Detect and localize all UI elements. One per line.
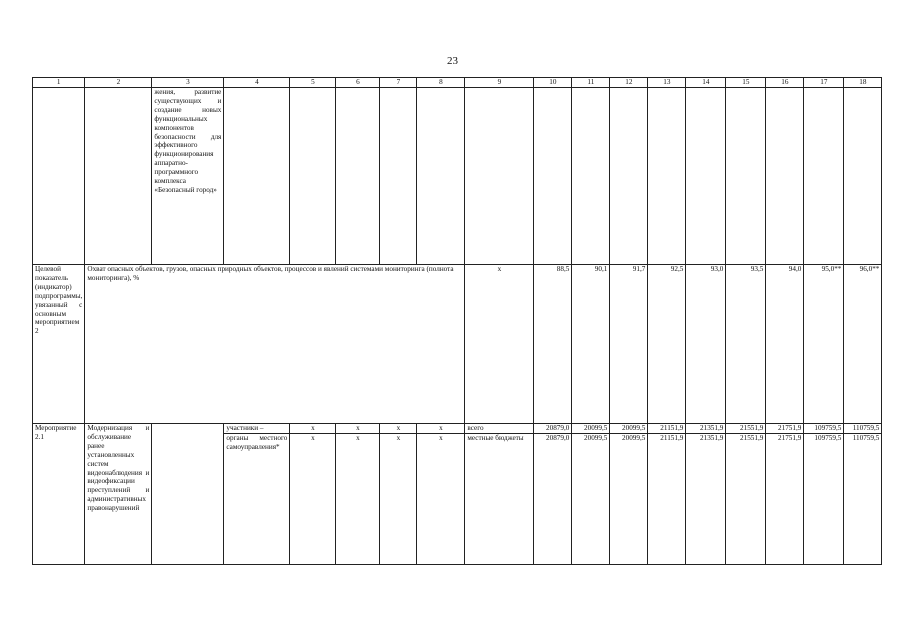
program-table bbox=[32, 77, 882, 565]
indicator-source: х bbox=[465, 265, 534, 424]
column-number: 2 bbox=[85, 78, 152, 88]
measure-name: Мероприятие 2.1 bbox=[33, 424, 85, 565]
funding-source: местные бюджеты bbox=[465, 433, 534, 564]
indicator-name: Целевой показатель (индикатор) подпрограммы, увязанный с основным мероприятием 2 bbox=[33, 265, 85, 424]
funding-value: 21351,9 bbox=[686, 424, 726, 434]
x-cell: х bbox=[380, 433, 417, 564]
column-number: 3 bbox=[152, 78, 224, 88]
column-number: 11 bbox=[572, 78, 610, 88]
funding-value: 20879,0 bbox=[534, 433, 572, 564]
target-indicator-row bbox=[33, 265, 882, 424]
x-cell: х bbox=[336, 424, 380, 434]
column-number-row bbox=[33, 78, 882, 88]
x-cell: х bbox=[336, 433, 380, 564]
funding-value: 20099,5 bbox=[572, 433, 610, 564]
column-number: 4 bbox=[224, 78, 290, 88]
funding-value: 109759,5 bbox=[804, 433, 844, 564]
funding-value: 20099,5 bbox=[572, 424, 610, 434]
participant-org: органы местного самоуправления* bbox=[224, 433, 290, 564]
funding-value: 21551,9 bbox=[726, 424, 766, 434]
indicator-value: 90,1 bbox=[572, 265, 610, 424]
x-cell: х bbox=[290, 433, 336, 564]
measure-task bbox=[152, 424, 224, 565]
column-number: 18 bbox=[844, 78, 882, 88]
indicator-value: 88,5 bbox=[534, 265, 572, 424]
funding-value: 110759,5 bbox=[844, 424, 882, 434]
indicator-value: 94,0 bbox=[766, 265, 804, 424]
column-number: 10 bbox=[534, 78, 572, 88]
funding-value: 21551,9 bbox=[726, 433, 766, 564]
indicator-description: Охват опасных объектов, грузов, опасных природных объектов, процессов и явлений системами мониторинга (полнота мониторинга), % bbox=[85, 265, 465, 424]
indicator-value: 96,0** bbox=[844, 265, 882, 424]
measure-description: Модернизация и обслуживание ранее установленных систем видеонаблюдения и видеофиксации преступлений и административных правонарушений bbox=[85, 424, 152, 565]
page-number: 23 bbox=[447, 55, 458, 67]
funding-value: 20099,5 bbox=[610, 433, 648, 564]
column-number: 1 bbox=[33, 78, 85, 88]
column-number: 6 bbox=[336, 78, 380, 88]
funding-value: 21751,9 bbox=[766, 424, 804, 434]
x-cell: х bbox=[417, 433, 465, 564]
column-number: 5 bbox=[290, 78, 336, 88]
funding-value: 20879,0 bbox=[534, 424, 572, 434]
continuation-task-text: жения, развитие существующих и создание новых функциональных компонентов безопасности для эффективного функционирования аппаратно-программного комплекса «Безопасный город» bbox=[152, 88, 224, 265]
x-cell: х bbox=[417, 424, 465, 434]
funding-value: 21151,9 bbox=[648, 424, 686, 434]
indicator-value: 92,5 bbox=[648, 265, 686, 424]
funding-value: 21151,9 bbox=[648, 433, 686, 564]
x-cell: х bbox=[290, 424, 336, 434]
funding-value: 110759,5 bbox=[844, 433, 882, 564]
column-number: 14 bbox=[686, 78, 726, 88]
measure-row-total bbox=[33, 424, 882, 434]
column-number: 8 bbox=[417, 78, 465, 88]
column-number: 17 bbox=[804, 78, 844, 88]
column-number: 12 bbox=[610, 78, 648, 88]
column-number: 9 bbox=[465, 78, 534, 88]
indicator-value: 93,0 bbox=[686, 265, 726, 424]
funding-source: всего bbox=[465, 424, 534, 434]
funding-value: 109759,5 bbox=[804, 424, 844, 434]
indicator-value: 95,0** bbox=[804, 265, 844, 424]
column-number: 16 bbox=[766, 78, 804, 88]
funding-value: 21751,9 bbox=[766, 433, 804, 564]
column-number: 7 bbox=[380, 78, 417, 88]
column-number: 15 bbox=[726, 78, 766, 88]
indicator-value: 93,5 bbox=[726, 265, 766, 424]
column-number: 13 bbox=[648, 78, 686, 88]
funding-value: 20099,5 bbox=[610, 424, 648, 434]
continuation-row bbox=[33, 88, 882, 265]
funding-value: 21351,9 bbox=[686, 433, 726, 564]
participant-label: участники – bbox=[224, 424, 290, 434]
x-cell: х bbox=[380, 424, 417, 434]
indicator-value: 91,7 bbox=[610, 265, 648, 424]
